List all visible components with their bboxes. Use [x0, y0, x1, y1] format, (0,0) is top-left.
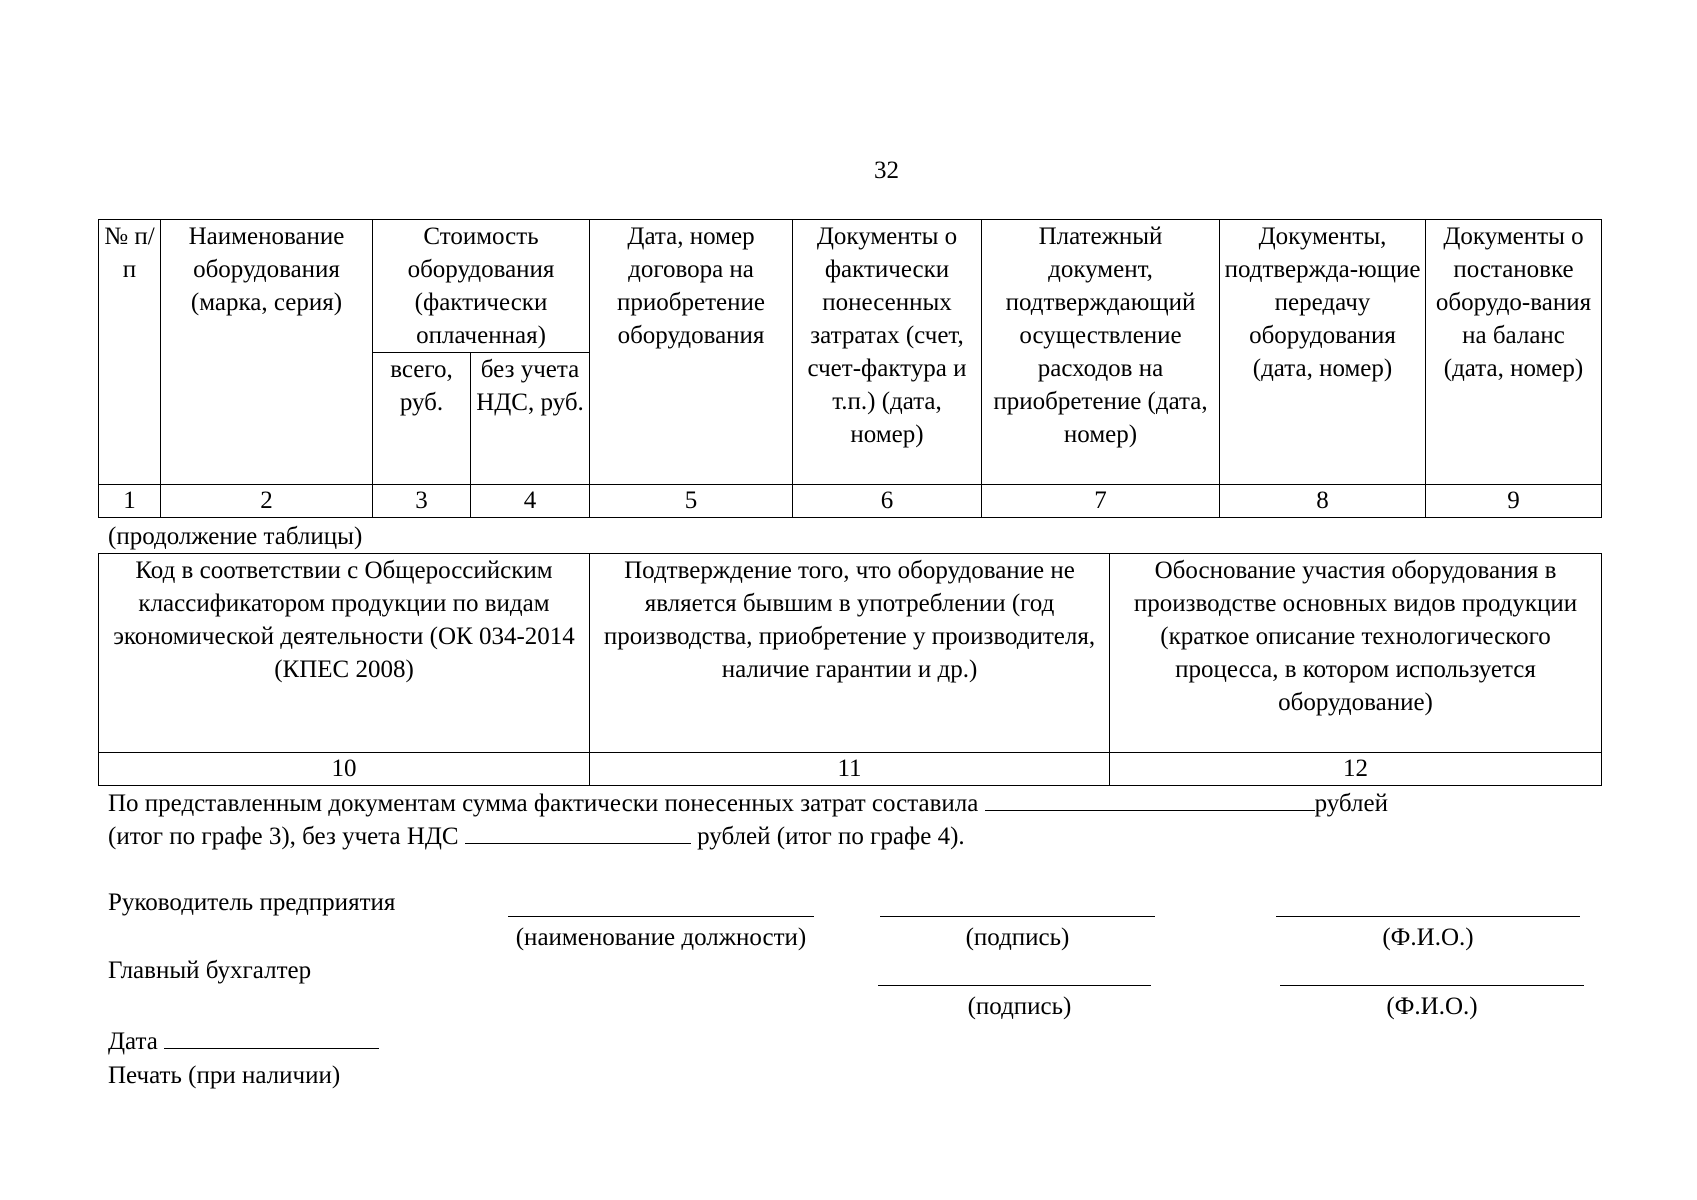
- summary-rubles: рублей: [1314, 790, 1388, 817]
- date-field[interactable]: [164, 1026, 379, 1049]
- accountant-label: Главный бухгалтер: [108, 957, 312, 984]
- summary-line-2: [108, 821, 965, 852]
- summary-text: По представленным документам сумма фактически понесенных затрат составила: [108, 790, 979, 817]
- director-signature-field[interactable]: [880, 916, 1155, 917]
- header-cost-total: всего, руб.: [373, 353, 471, 485]
- name-caption: (Ф.И.О.): [1382, 924, 1474, 951]
- director-position-field[interactable]: [508, 916, 814, 917]
- header-row-number: № п/п: [99, 220, 161, 485]
- header-production-justification: Обоснование участия оборудования в производстве основных видов продукции (краткое описание технологического процесса, в котором используется оборудование): [1110, 554, 1602, 753]
- column-number: 11: [590, 753, 1110, 786]
- column-number: 7: [982, 485, 1220, 518]
- header-not-used-confirmation: Подтверждение того, что оборудование не является бывшим в употреблении (год производства, приобретение у производителя, наличие гарантии и др.): [590, 554, 1110, 753]
- header-payment-document: Платежный документ, подтверждающий осуществление расходов на приобретение (дата, номер): [982, 220, 1220, 485]
- column-number: 5: [590, 485, 793, 518]
- header-cost-documents: Документы о фактически понесенных затратах (счет, счет-фактура и т.п.) (дата, номер): [793, 220, 982, 485]
- summary-vat-suffix: рублей (итог по графе 4).: [697, 823, 965, 850]
- column-number: 6: [793, 485, 982, 518]
- header-cost-without-vat: без учета НДС, руб.: [471, 353, 590, 485]
- continuation-label: (продолжение таблицы): [108, 523, 363, 550]
- header-transfer-documents: Документы, подтвержда-ющие передачу оборудования (дата, номер): [1220, 220, 1426, 485]
- column-number: 9: [1426, 485, 1602, 518]
- total-cost-field[interactable]: [985, 788, 1315, 811]
- accountant-name-caption: (Ф.И.О.): [1386, 993, 1478, 1020]
- column-number: 4: [471, 485, 590, 518]
- header-equipment-name: Наименование оборудования (марка, серия): [161, 220, 373, 485]
- stamp-label: Печать (при наличии): [108, 1062, 341, 1089]
- director-label: Руководитель предприятия: [108, 889, 396, 916]
- column-number: 3: [373, 485, 471, 518]
- position-caption: (наименование должности): [515, 924, 807, 951]
- accountant-name-field[interactable]: [1280, 985, 1584, 986]
- header-contract: Дата, номер договора на приобретение оборудования: [590, 220, 793, 485]
- summary-vat-text: (итог по графе 3), без учета НДС: [108, 823, 459, 850]
- column-number: 1: [99, 485, 161, 518]
- signature-caption: (подпись): [965, 924, 1070, 951]
- header-equipment-cost: Стоимость оборудования (фактически оплаченная): [373, 220, 590, 353]
- column-number: 10: [99, 753, 590, 786]
- column-number: 8: [1220, 485, 1426, 518]
- date-label: Дата: [108, 1028, 158, 1055]
- director-name-field[interactable]: [1276, 916, 1580, 917]
- summary-line-1: [108, 788, 1388, 819]
- continuation-table: [98, 553, 1602, 786]
- header-balance-documents: Документы о постановке оборудо-вания на баланс (дата, номер): [1426, 220, 1602, 485]
- accountant-signature-caption: (подпись): [967, 993, 1072, 1020]
- cost-without-vat-field[interactable]: [465, 821, 691, 844]
- equipment-table: [98, 219, 1602, 518]
- column-number: 12: [1110, 753, 1602, 786]
- date-line: [108, 1026, 379, 1057]
- page-number: 32: [874, 157, 899, 184]
- header-okpd-code: Код в соответствии с Общероссийским классификатором продукции по видам экономической деятельности (ОК 034-2014 (КПЕС 2008): [99, 554, 590, 753]
- column-number: 2: [161, 485, 373, 518]
- accountant-signature-field[interactable]: [878, 985, 1151, 986]
